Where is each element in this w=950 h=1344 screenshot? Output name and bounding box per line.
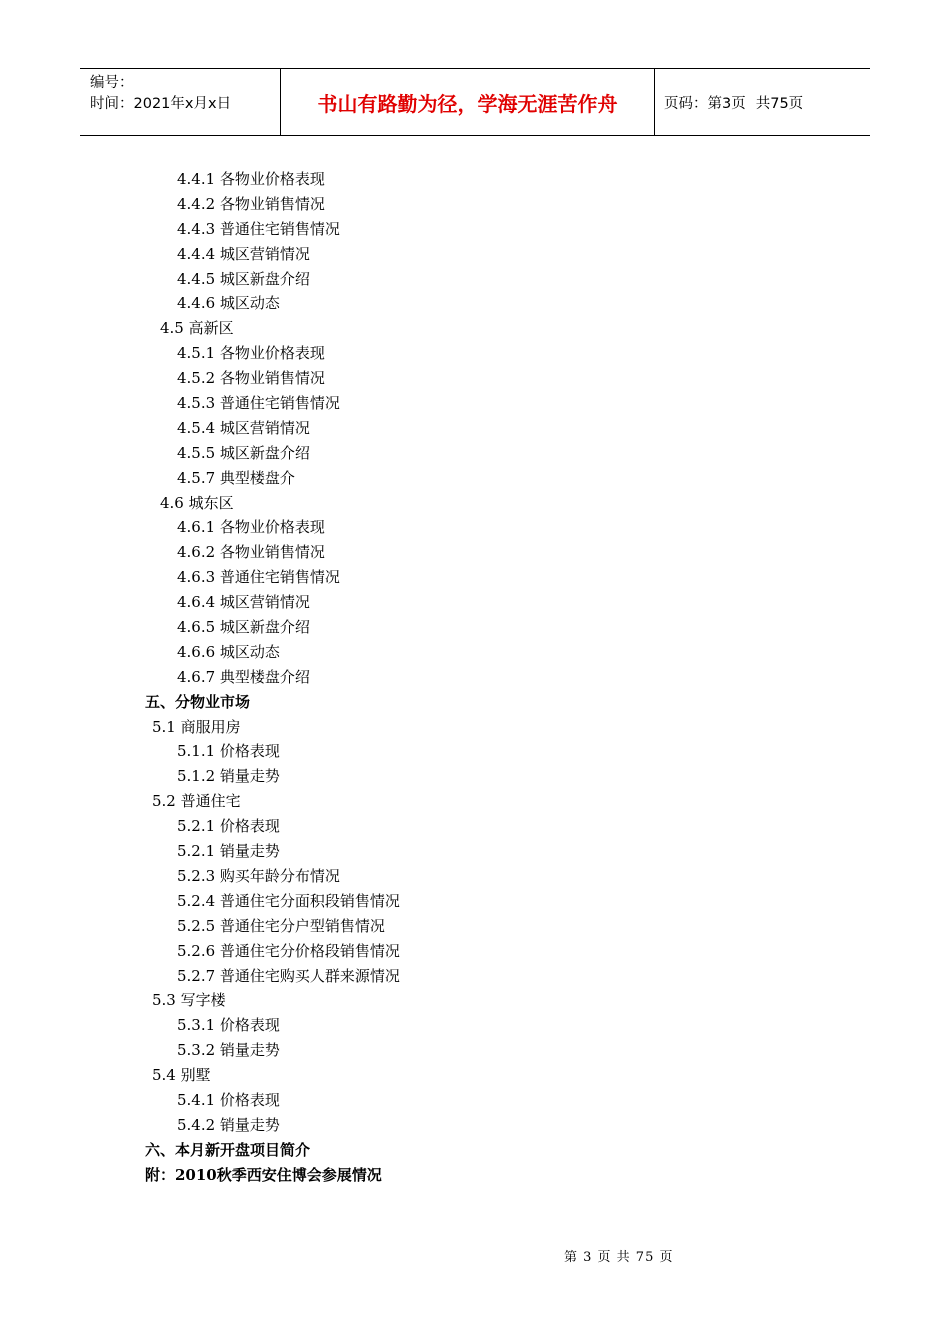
toc-entry[interactable]: 4.5.3 普通住宅销售情况 [177,394,340,413]
toc-entry[interactable]: 5.2.1 销量走势 [177,842,280,861]
toc-entry[interactable]: 4.5.5 城区新盘介绍 [177,443,310,462]
toc-entry[interactable]: 4.4.3 普通住宅销售情况 [177,219,340,238]
toc-entry[interactable]: 4.4.6 城区动态 [177,294,280,313]
toc-entry[interactable]: 5.1.1 价格表现 [177,742,280,761]
toc-entry[interactable]: 5.2.5 普通住宅分户型销售情况 [177,916,385,935]
toc-entry[interactable]: 五、分物业市场 [145,692,251,711]
toc-entry[interactable]: 5.4 别墅 [152,1066,211,1085]
toc-entry[interactable]: 5.3.2 销量走势 [177,1041,280,1060]
toc-entry[interactable]: 4.6.3 普通住宅销售情况 [177,568,340,587]
toc-entry[interactable]: 4.6.4 城区营销情况 [177,593,310,612]
toc-entry[interactable]: 4.4.5 城区新盘介绍 [177,269,310,288]
toc-entry[interactable]: 4.6 城东区 [160,493,234,512]
toc-entry[interactable]: 5.3 写字楼 [152,991,226,1010]
toc-entry[interactable]: 5.4.1 价格表现 [177,1090,280,1109]
toc-entry[interactable]: 4.6.6 城区动态 [177,642,280,661]
toc-entry[interactable]: 4.6.1 各物业价格表现 [177,518,325,537]
toc-entry[interactable]: 4.5.1 各物业价格表现 [177,344,325,363]
toc-entry[interactable]: 5.2.3 购买年龄分布情况 [177,866,340,885]
toc-entry[interactable]: 5.4.2 销量走势 [177,1115,280,1134]
page-label: 页码：第3页 [664,95,746,112]
toc-entry[interactable]: 4.6.7 典型楼盘介绍 [177,667,310,686]
toc-entry[interactable]: 4.6.2 各物业销售情况 [177,543,325,562]
toc-entry[interactable]: 4.4.2 各物业销售情况 [177,194,325,213]
toc-entry[interactable]: 5.2.6 普通住宅分价格段销售情况 [177,941,400,960]
toc-entry[interactable]: 5.2.1 价格表现 [177,817,280,836]
header-page-info [655,69,870,135]
toc-entry[interactable]: 4.6.5 城区新盘介绍 [177,618,310,637]
total-label: 共75页 [755,95,804,112]
time-label: 时间：2021年x月x日 [90,96,232,112]
toc-entry[interactable]: 4.4.4 城区营销情况 [177,244,310,263]
toc-entry[interactable]: 5.2 普通住宅 [152,792,241,811]
page-header [80,68,870,136]
toc-entry[interactable]: 4.5 高新区 [160,319,234,338]
toc-entry[interactable]: 4.4.1 各物业价格表现 [177,170,325,188]
toc-entry[interactable]: 4.5.2 各物业销售情况 [177,369,325,388]
toc-entry[interactable]: 5.1.2 销量走势 [177,767,280,786]
toc-entry[interactable]: 附：2010秋季西安住博会参展情况 [145,1165,382,1184]
toc-entry[interactable]: 4.5.4 城区营销情况 [177,418,310,437]
toc-entry[interactable]: 六、本月新开盘项目简介 [145,1140,311,1159]
toc-entry[interactable]: 5.2.7 普通住宅购买人群来源情况 [177,966,400,985]
header-meta [80,69,281,135]
toc-entry[interactable]: 5.2.4 普通住宅分面积段销售情况 [177,891,400,910]
table-of-contents [0,167,950,1188]
header-motto: 书山有路勤为径，学海无涯苦作舟 [281,69,655,135]
page-footer: 第 3 页 共 75 页 [564,1250,674,1265]
toc-entry[interactable]: 4.5.7 典型楼盘介 [177,468,295,487]
toc-entry[interactable]: 5.1 商服用房 [152,717,241,736]
toc-entry[interactable]: 5.3.1 价格表现 [177,1016,280,1035]
number-label: 编号： [90,75,134,91]
